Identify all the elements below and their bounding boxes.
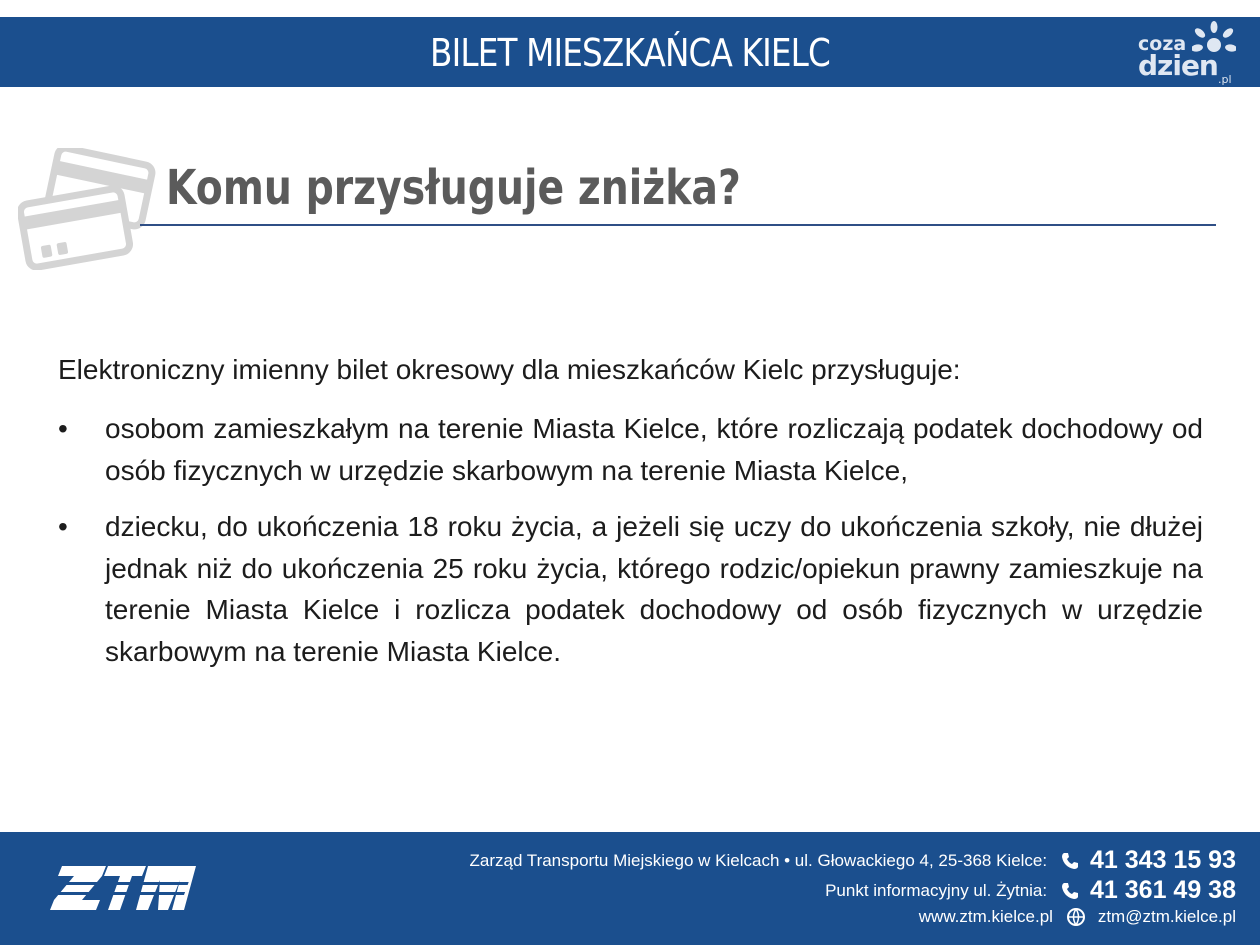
info-point-address: Punkt informacyjny ul. Żytnia: bbox=[825, 880, 1048, 900]
content-body bbox=[58, 350, 1203, 687]
contact-line-main bbox=[469, 846, 1236, 876]
phone-icon bbox=[1060, 881, 1080, 901]
info-phone-link[interactable]: 41 361 49 38 bbox=[1090, 876, 1236, 904]
contact-info bbox=[469, 846, 1236, 936]
contact-line-info bbox=[469, 876, 1236, 906]
cozadzien-logo[interactable] bbox=[1130, 19, 1240, 85]
bullet: • bbox=[58, 511, 68, 542]
phone-icon bbox=[1060, 851, 1080, 871]
globe-mail-icon bbox=[1065, 906, 1087, 928]
website-link[interactable]: www.ztm.kielce.pl bbox=[918, 907, 1053, 926]
list-item bbox=[58, 506, 1203, 672]
section-heading: Komu przysługuje zniżka? bbox=[166, 160, 741, 216]
bullet: • bbox=[58, 413, 68, 444]
list-item-text: dziecku, do ukończenia 18 roku życia, a jeżeli się uczy do ukończenia szkoły, nie dłużej jednak niż do ukończenia 25 roku życia, którego rodzic/opiekun prawny zamieszkuje na terenie Miasta Kielce i rozlicza podatek dochodowy od osób fizycznych w urzędzie skarbowym na terenie Miasta Kielce. bbox=[105, 511, 1203, 667]
intro-text: Elektroniczny imienny bilet okresowy dla mieszkańców Kielc przysługuje: bbox=[58, 354, 961, 385]
brand-suffix: .pl bbox=[1218, 73, 1232, 86]
contact-line-web bbox=[469, 906, 1236, 936]
credit-card-icon bbox=[18, 148, 158, 270]
list-item bbox=[58, 408, 1203, 491]
brand-line2: dzien bbox=[1138, 49, 1218, 82]
ztm-logo[interactable] bbox=[50, 862, 196, 914]
email-link[interactable]: ztm@ztm.kielce.pl bbox=[1097, 907, 1236, 926]
footer-bar bbox=[0, 832, 1260, 945]
header-title: BILET MIESZKAŃCA KIELC bbox=[430, 31, 830, 75]
main-phone-link[interactable]: 41 343 15 93 bbox=[1090, 846, 1236, 874]
list-item-text: osobom zamieszkałym na terenie Miasta Kielce, które rozliczają podatek dochodowy od osób fizycznych w urzędzie skarbowym na terenie Miasta Kielce, bbox=[105, 413, 1203, 486]
eligibility-list bbox=[58, 408, 1203, 672]
heading-divider bbox=[140, 224, 1216, 226]
office-address: Zarząd Transportu Miejskiego w Kielcach • ul. Głowackiego 4, 25-368 Kielce: bbox=[469, 850, 1048, 870]
brand-line1: coza bbox=[1138, 33, 1187, 55]
header-bar bbox=[0, 17, 1260, 87]
